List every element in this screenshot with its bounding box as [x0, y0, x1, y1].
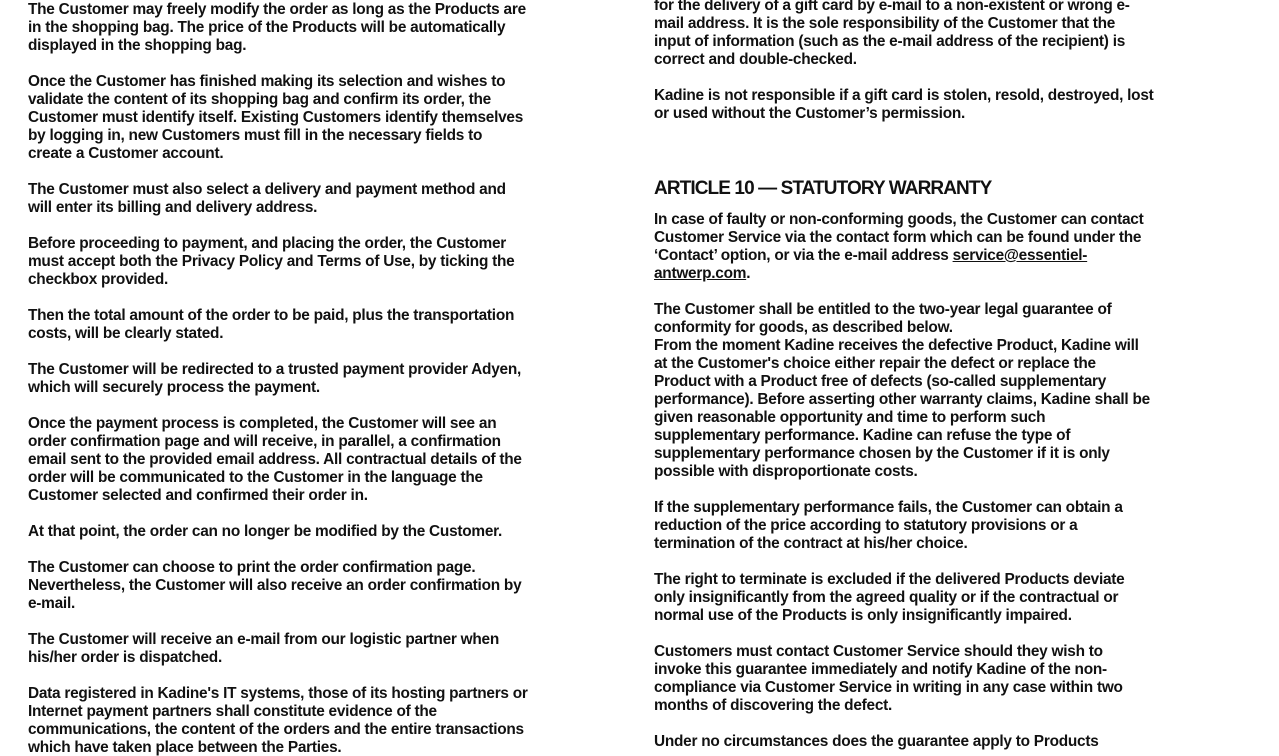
paragraph-price-reduction: If the supplementary performance fails, the Customer can obtain a reduction of the price according to statutory provisions or a termination of the contract at his/her choice.: [654, 499, 1123, 552]
paragraph-guarantee-exclusions: Under no circumstances does the guarantee apply to Products: [654, 733, 1099, 750]
paragraph-invoke-guarantee: Customers must contact Customer Service should they wish to invoke this guarantee immediately and notify Kadine of the non-compliance via Customer Service in writing in any case within two months of discovering the defect.: [654, 643, 1123, 714]
paragraph-supplementary-performance: From the moment Kadine receives the defective Product, Kadine will at the Customer's choice either repair the defect or replace the Product with a Product free of defects (so-called supplementary performance). Before asserting other warranty claims, Kadine shall be given reasonable opportunity and time to perform such supplementary performance. Kadine can refuse the type of supplementary performance chosen by the Customer if it is only possible with disproportionate costs.: [654, 337, 1150, 480]
contact-text: In case of faulty or non-conforming goods, the Customer can contact Customer Service via the contact form which can be found under the ‘Contact’ option, or via the e-mail address: [654, 211, 1144, 264]
article-10-heading: ARTICLE 10 — STATUTORY WARRANTY: [654, 178, 992, 199]
paragraph-right-to-terminate: The right to terminate is excluded if the delivered Products deviate only insignificantly from the agreed quality or if the contractual or normal use of the Products is only insignificantly impaired.: [654, 571, 1125, 624]
paragraph-gift-card-delivery: for the delivery of a gift card by e-mail to a non-existent or wrong e-mail address. It is the sole responsibility of the Customer that the input of information (such as the e-mail address of the recipient) is correct and double-checked.: [654, 0, 1130, 68]
paragraph-validate-shopping-bag: Once the Customer has finished making its selection and wishes to validate the content of its shopping bag and confirm its order, the Customer must identify itself. Existing Customers identify themselves by logging in, new Customers must fill in the necessary fields to create a Customer account.: [28, 73, 524, 162]
paragraph-modify-order: The Customer may freely modify the order as long as the Products are in the shopping bag. The price of the Products will be automatically displayed in the shopping bag.: [28, 1, 526, 54]
paragraph-accept-policies: Before proceeding to payment, and placing the order, the Customer must accept both the Privacy Policy and Terms of Use, by ticking the checkbox provided.: [28, 235, 515, 288]
right-column: [654, 0, 1154, 756]
paragraph-data-evidence: Data registered in Kadine's IT systems, those of its hosting partners or Internet payment partners shall constitute evidence of the communications, the content of the orders and the entire transactions which have taken place between the Parties.: [28, 685, 528, 756]
paragraph-total-amount: Then the total amount of the order to be paid, plus the transportation costs, will be clearly stated.: [28, 307, 515, 342]
left-column: [28, 1, 528, 756]
paragraph-delivery-payment-method: The Customer must also select a delivery and payment method and will enter its billing and delivery address.: [28, 181, 506, 216]
paragraph-legal-guarantee: The Customer shall be entitled to the two-year legal guarantee of conformity for goods, as described below.: [654, 301, 1112, 336]
paragraph-payment-provider: The Customer will be redirected to a trusted payment provider Adyen, which will securely process the payment.: [28, 361, 521, 396]
paragraph-order-confirmation: Once the payment process is completed, the Customer will see an order confirmation page and will receive, in parallel, a confirmation email sent to the provided email address. All contractual details of the order will be communicated to the Customer in the language the Customer selected and confirmed their order in.: [28, 415, 522, 504]
paragraph-print-confirmation: The Customer can choose to print the order confirmation page. Nevertheless, the Customer will also receive an order confirmation by e-mail.: [28, 559, 522, 612]
contact-suffix: .: [746, 265, 751, 282]
paragraph-gift-card-stolen: Kadine is not responsible if a gift card is stolen, resold, destroyed, lost or used without the Customer’s permission.: [654, 87, 1154, 122]
customer-service-email-link[interactable]: service@essentiel-antwerp.com: [654, 247, 1088, 282]
paragraph-order-locked: At that point, the order can no longer be modified by the Customer.: [28, 523, 503, 540]
paragraph-dispatch-email: The Customer will receive an e-mail from our logistic partner when his/her order is dispatched.: [28, 631, 499, 666]
paragraph-contact-customer-service: [654, 211, 1154, 283]
